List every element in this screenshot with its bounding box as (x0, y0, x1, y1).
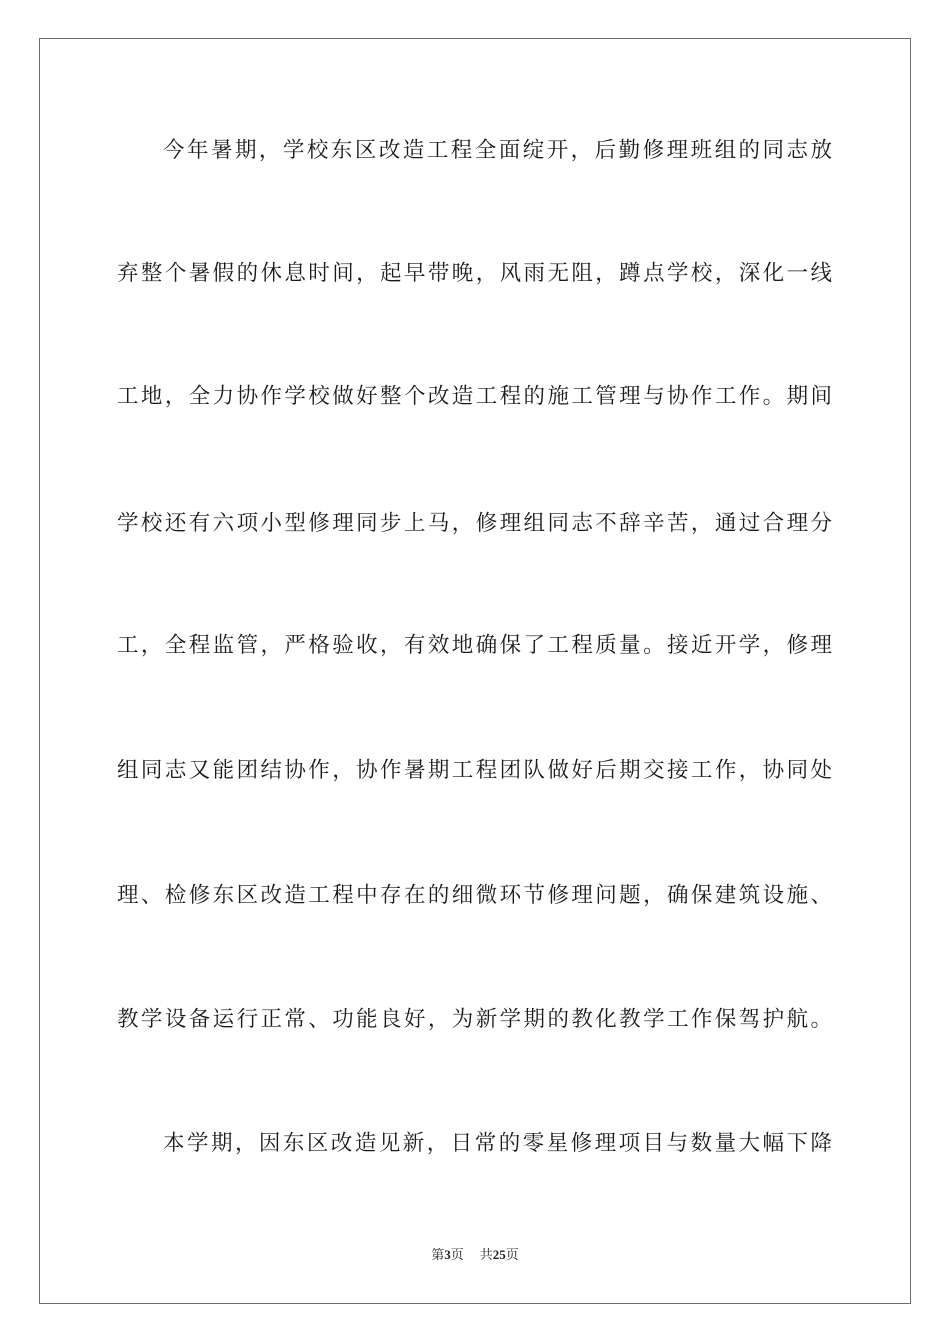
paragraph-1-line-6: 组同志又能团结协作，协作暑期工程团队做好后期交接工作，协同处 (117, 758, 833, 783)
page-suffix: 页 (450, 1248, 464, 1263)
page-number: 3 (444, 1247, 451, 1262)
total-prefix: 共 (479, 1248, 493, 1263)
paragraph-1-line-8: 教学设备运行正常、功能良好，为新学期的教化教学工作保驾护航。 (117, 1007, 833, 1032)
total-suffix: 页 (505, 1248, 519, 1263)
paragraph-1-line-7: 理、检修东区改造工程中存在的细微环节修理问题，确保建筑设施、 (117, 883, 833, 908)
page-footer (0, 1246, 950, 1265)
total-pages: 25 (492, 1247, 506, 1262)
paragraph-1-line-3: 工地，全力协作学校做好整个改造工程的施工管理与协作工作。期间 (117, 384, 833, 409)
paragraph-1-line-2: 弃整个暑假的休息时间，起早带晚，风雨无阻，蹲点学校，深化一线 (117, 261, 833, 286)
page-border (39, 38, 911, 1304)
paragraph-1-line-5: 工，全程监管，严格验收，有效地确保了工程质量。接近开学，修理 (117, 633, 833, 658)
paragraph-1-line-4: 学校还有六项小型修理同步上马，修理组同志不辞辛苦，通过合理分 (117, 511, 833, 536)
paragraph-1-line-1: 今年暑期，学校东区改造工程全面绽开，后勤修理班组的同志放 (163, 138, 833, 163)
page-prefix: 第 (431, 1248, 445, 1263)
paragraph-2-line-1: 本学期，因东区改造见新，日常的零星修理项目与数量大幅下降 (163, 1131, 833, 1156)
